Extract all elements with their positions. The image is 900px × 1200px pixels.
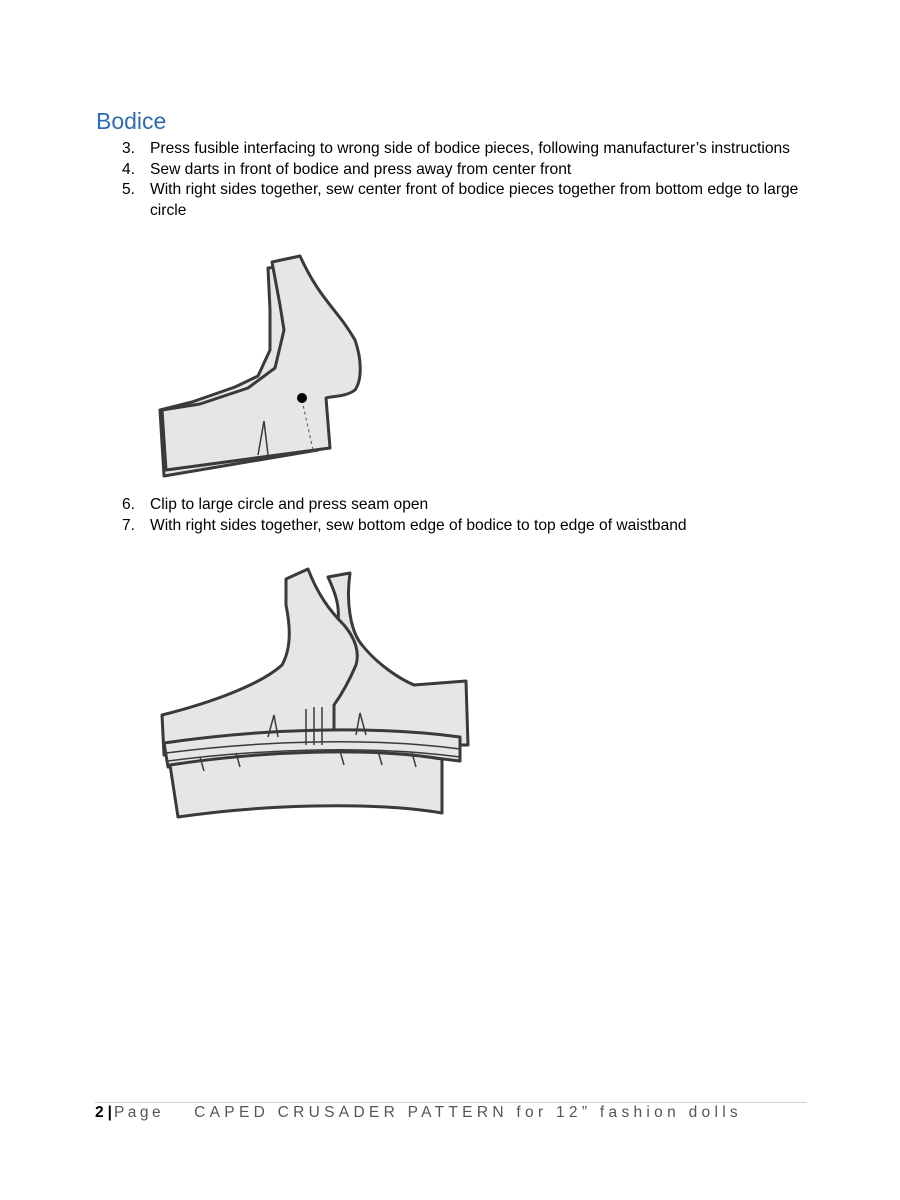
step-text: Sew darts in front of bodice and press away from center front xyxy=(150,160,572,178)
page-word: Page xyxy=(113,1104,165,1121)
bodice-illustration xyxy=(150,250,390,490)
step-number: 3. xyxy=(122,140,136,157)
step-number: 4. xyxy=(122,160,136,178)
step-text: With right sides together, sew center front of bodice pieces together from bottom edge to large circle xyxy=(150,181,799,219)
step-number: 7. xyxy=(122,516,136,534)
page-footer xyxy=(95,1104,742,1122)
footer-separator: | xyxy=(107,1104,112,1121)
step-text: With right sides together, sew bottom edge of bodice to top edge of waistband xyxy=(150,516,687,534)
waistband-illustration xyxy=(150,565,480,820)
bodice-front-piece xyxy=(162,569,357,755)
list-item xyxy=(122,160,812,181)
step-number: 6. xyxy=(122,496,136,513)
list-item xyxy=(122,180,812,221)
list-item xyxy=(122,495,812,516)
step-text: Press fusible interfacing to wrong side of bodice pieces, following manufacturer’s instructions xyxy=(150,140,790,157)
footer-rule xyxy=(95,1102,807,1103)
document-title: CAPED CRUSADER PATTERN for 12” fashion dolls xyxy=(194,1104,742,1121)
waistband-lower xyxy=(170,752,442,817)
instruction-list-a xyxy=(122,139,812,221)
large-circle-marker xyxy=(297,393,307,403)
step-number: 5. xyxy=(122,181,136,198)
instruction-list-b xyxy=(122,495,812,536)
page-number: 2 xyxy=(95,1104,104,1121)
step-text: Clip to large circle and press seam open xyxy=(150,496,429,513)
section-heading: Bodice xyxy=(96,108,167,134)
list-item xyxy=(122,139,812,160)
list-item xyxy=(122,516,812,537)
